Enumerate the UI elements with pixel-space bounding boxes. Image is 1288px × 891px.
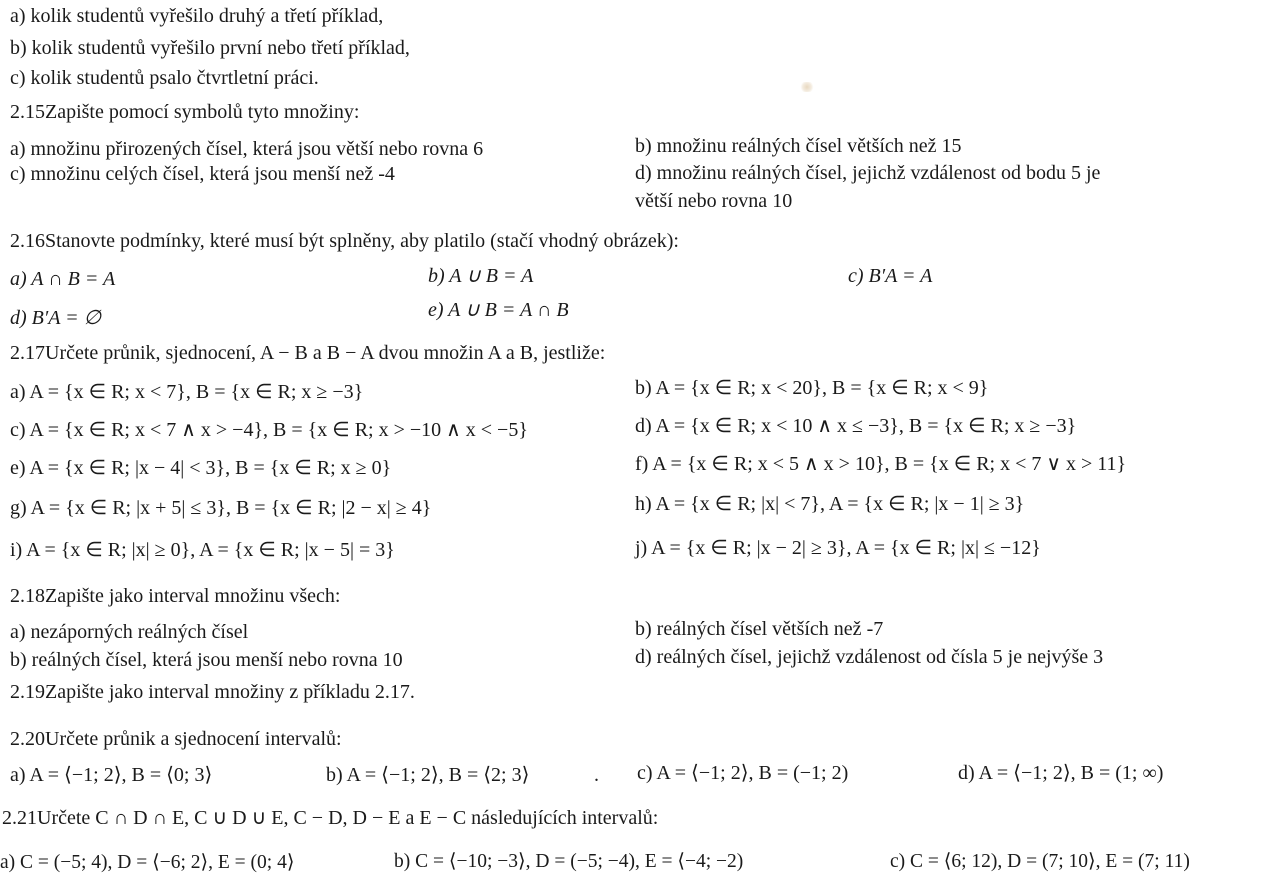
problem-2-20-dot: . [594,764,599,786]
problem-2-20-d: d) A = ⟨−1; 2⟩, B = (1; ∞) [958,762,1164,784]
problem-2-16-title: 2.16Stanovte podmínky, které musí být splněny, aby platilo (stačí vhodný obrázek): [10,230,679,252]
problem-2-18-title: 2.18Zapište jako interval množinu všech: [10,585,341,607]
problem-2-16-c: c) B′A = A [848,265,933,287]
problem-2-20-b: b) A = ⟨−1; 2⟩, B = ⟨2; 3⟩ [326,764,530,786]
problem-2-17-d: d) A = {x ∈ R; x < 10 ∧ x ≤ −3}, B = {x ∈ R; x ≥ −3} [635,415,1077,437]
intro-line-c: c) kolik studentů psalo čtvrtletní práci. [10,67,319,89]
intro-line-b: b) kolik studentů vyřešilo první nebo třetí příklad, [10,37,410,59]
problem-2-15-b: b) množinu reálných čísel větších než 15 [635,135,962,157]
intro-line-a: a) kolik studentů vyřešilo druhý a třetí příklad, [10,5,384,27]
problem-2-17-f: f) A = {x ∈ R; x < 5 ∧ x > 10}, B = {x ∈ R; x < 7 ∨ x > 11} [635,453,1127,475]
problem-2-15-c: c) množinu celých čísel, která jsou menší než -4 [10,163,395,185]
problem-2-20-c: c) A = ⟨−1; 2⟩, B = (−1; 2) [637,762,849,784]
problem-2-21-c: c) C = ⟨6; 12), D = (7; 10⟩, E = (7; 11) [890,851,1190,872]
problem-2-17-h: h) A = {x ∈ R; |x| < 7}, A = {x ∈ R; |x − 1| ≥ 3} [635,493,1025,515]
paper-speck [800,82,814,92]
problem-2-21-title: 2.21Určete C ∩ D ∩ E, C ∪ D ∪ E, C − D, D − E a E − C následujících intervalů: [2,807,659,829]
problem-2-16-e: e) A ∪ B = A ∩ B [428,299,569,321]
problem-2-20-title: 2.20Určete průnik a sjednocení intervalů: [10,728,342,750]
problem-2-16-d: d) B′A = ∅ [10,307,102,329]
problem-2-18-a: a) nezáporných reálných čísel [10,621,249,643]
problem-2-17-c: c) A = {x ∈ R; x < 7 ∧ x > −4}, B = {x ∈ R; x > −10 ∧ x < −5} [10,419,528,441]
problem-2-17-i: i) A = {x ∈ R; |x| ≥ 0}, A = {x ∈ R; |x − 5| = 3} [10,539,395,561]
problem-2-17-b: b) A = {x ∈ R; x < 20}, B = {x ∈ R; x < 9} [635,377,989,399]
problem-2-21-b: b) C = ⟨−10; −3⟩, D = (−5; −4), E = ⟨−4; −2) [394,851,744,872]
problem-2-17-title: 2.17Určete průnik, sjednocení, A − B a B − A dvou množin A a B, jestliže: [10,342,606,364]
problem-2-15-d-line2: větší nebo rovna 10 [635,190,793,212]
problem-2-18-b-right: b) reálných čísel větších než -7 [635,618,884,640]
problem-2-15-d-line1: d) množinu reálných čísel, jejichž vzdálenost od bodu 5 je [635,162,1101,184]
problem-2-19-title: 2.19Zapište jako interval množiny z příkladu 2.17. [10,681,415,703]
problem-2-17-j: j) A = {x ∈ R; |x − 2| ≥ 3}, A = {x ∈ R; |x| ≤ −12} [635,537,1041,559]
problem-2-17-e: e) A = {x ∈ R; |x − 4| < 3}, B = {x ∈ R; x ≥ 0} [10,457,392,479]
problem-2-17-a: a) A = {x ∈ R; x < 7}, B = {x ∈ R; x ≥ −3} [10,381,364,403]
problem-2-15-title: 2.15Zapište pomocí symbolů tyto množiny: [10,101,360,123]
problem-2-18-d: d) reálných čísel, jejichž vzdálenost od čísla 5 je nejvýše 3 [635,646,1104,668]
problem-2-17-g: g) A = {x ∈ R; |x + 5| ≤ 3}, B = {x ∈ R; |2 − x| ≥ 4} [10,497,432,519]
problem-2-15-a: a) množinu přirozených čísel, která jsou větší nebo rovna 6 [10,138,484,160]
problem-2-21-a: a) C = (−5; 4), D = ⟨−6; 2⟩, E = (0; 4⟩ [0,852,295,873]
problem-2-16-a: a) A ∩ B = A [10,268,116,290]
problem-2-20-a: a) A = ⟨−1; 2⟩, B = ⟨0; 3⟩ [10,764,213,786]
problem-2-16-b: b) A ∪ B = A [428,265,534,287]
problem-2-18-b-left: b) reálných čísel, která jsou menší nebo rovna 10 [10,649,403,671]
